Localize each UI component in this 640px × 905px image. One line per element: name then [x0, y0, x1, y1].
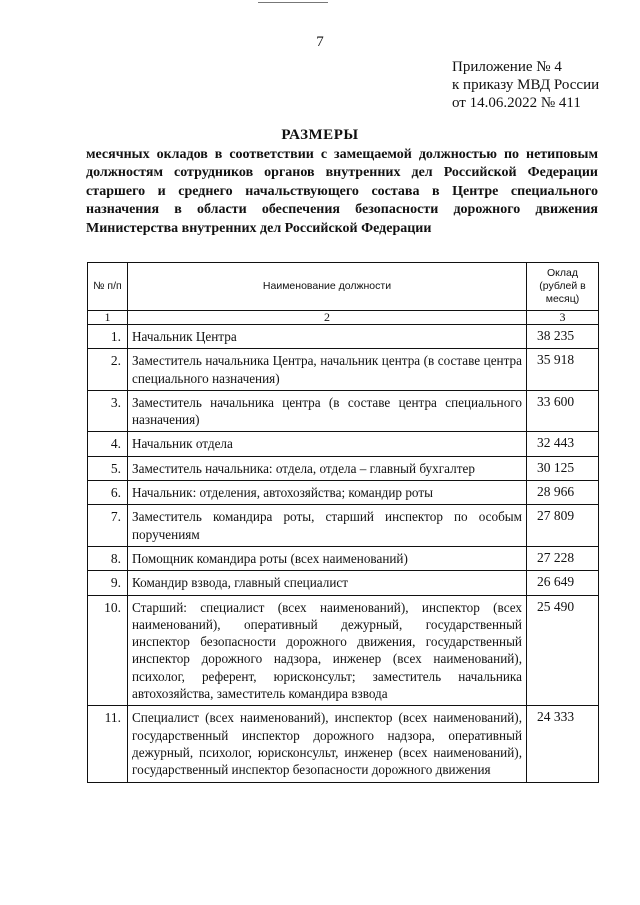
row-number: 11. — [88, 706, 128, 782]
table-row — [88, 571, 599, 595]
table-row — [88, 456, 599, 480]
salary-value: 32 443 — [527, 432, 599, 456]
position-name: Заместитель командира роты, старший инспектор по особым поручениям — [128, 505, 527, 547]
row-number: 1. — [88, 325, 128, 349]
document-subtitle: месячных окладов в соответствии с замещаемой должностью по нетиповым должностям сотрудников органов внутренних дел Российской Федерации старшего и среднего начальствующего состава в Центре специального назначения в области обеспечения безопасности дорожного движения Министерства внутренних дел Российской Федерации — [86, 147, 598, 236]
position-name: Командир взвода, главный специалист — [128, 571, 527, 595]
table-row — [88, 349, 599, 391]
row-number: 2. — [88, 349, 128, 391]
table-row — [88, 325, 599, 349]
table-header-row — [88, 263, 599, 311]
salary-value: 30 125 — [527, 456, 599, 480]
appendix-line-1: Приложение № 4 — [452, 59, 562, 75]
header-number: № п/п — [88, 263, 128, 311]
row-number: 9. — [88, 571, 128, 595]
salary-value: 35 918 — [527, 349, 599, 391]
salary-value: 25 490 — [527, 595, 599, 706]
row-number: 10. — [88, 595, 128, 706]
row-number: 3. — [88, 390, 128, 432]
top-rule — [258, 2, 328, 3]
header-position: Наименование должности — [128, 263, 527, 311]
salary-value: 27 228 — [527, 546, 599, 570]
row-number: 8. — [88, 546, 128, 570]
salary-value: 27 809 — [527, 505, 599, 547]
position-name: Специалист (всех наименований), инспектор (всех наименований), государственный инспектор дорожного надзора, оперативный дежурный, психолог, юрисконсульт, инженер (всех наименований), государственный инспектор безопасности дорожного движения — [128, 706, 527, 782]
table-row — [88, 706, 599, 782]
appendix-line-3: от 14.06.2022 № 411 — [452, 95, 581, 111]
table-row — [88, 595, 599, 706]
salary-value: 26 649 — [527, 571, 599, 595]
salary-value: 38 235 — [527, 325, 599, 349]
appendix-reference — [452, 58, 599, 112]
row-number: 6. — [88, 481, 128, 505]
table-row — [88, 432, 599, 456]
position-name: Начальник: отделения, автохозяйства; командир роты — [128, 481, 527, 505]
position-name: Заместитель начальника центра (в составе центра специального назначения) — [128, 390, 527, 432]
table-row — [88, 505, 599, 547]
table-row — [88, 390, 599, 432]
position-name: Заместитель начальника Центра, начальник центра (в составе центра специального назначения) — [128, 349, 527, 391]
row-number: 4. — [88, 432, 128, 456]
salary-table — [87, 262, 599, 783]
position-name: Начальник отдела — [128, 432, 527, 456]
salary-value: 24 333 — [527, 706, 599, 782]
row-number: 7. — [88, 505, 128, 547]
document-title: РАЗМЕРЫ — [281, 127, 359, 143]
position-name: Помощник командира роты (всех наименований) — [128, 546, 527, 570]
column-number-row — [88, 311, 599, 325]
page-number: 7 — [316, 34, 324, 50]
row-number: 5. — [88, 456, 128, 480]
table-row — [88, 546, 599, 570]
table-row — [88, 481, 599, 505]
appendix-line-2: к приказу МВД России — [452, 77, 600, 93]
header-salary: Оклад (рублей в месяц) — [527, 263, 599, 311]
column-number-3: 3 — [527, 311, 599, 325]
column-number-1: 1 — [88, 311, 128, 325]
position-name: Заместитель начальника: отдела, отдела – главный бухгалтер — [128, 456, 527, 480]
salary-value: 28 966 — [527, 481, 599, 505]
column-number-2: 2 — [128, 311, 527, 325]
salary-value: 33 600 — [527, 390, 599, 432]
position-name: Начальник Центра — [128, 325, 527, 349]
position-name: Старший: специалист (всех наименований), инспектор (всех наименований), оперативный дежурный, государственный инспектор безопасности дорожного движения, государственный инспектор дорожного надзора, инженер (всех наименований), психолог, референт, юрисконсульт; заместитель начальника автохозяйства, заместитель командира взвода — [128, 595, 527, 706]
